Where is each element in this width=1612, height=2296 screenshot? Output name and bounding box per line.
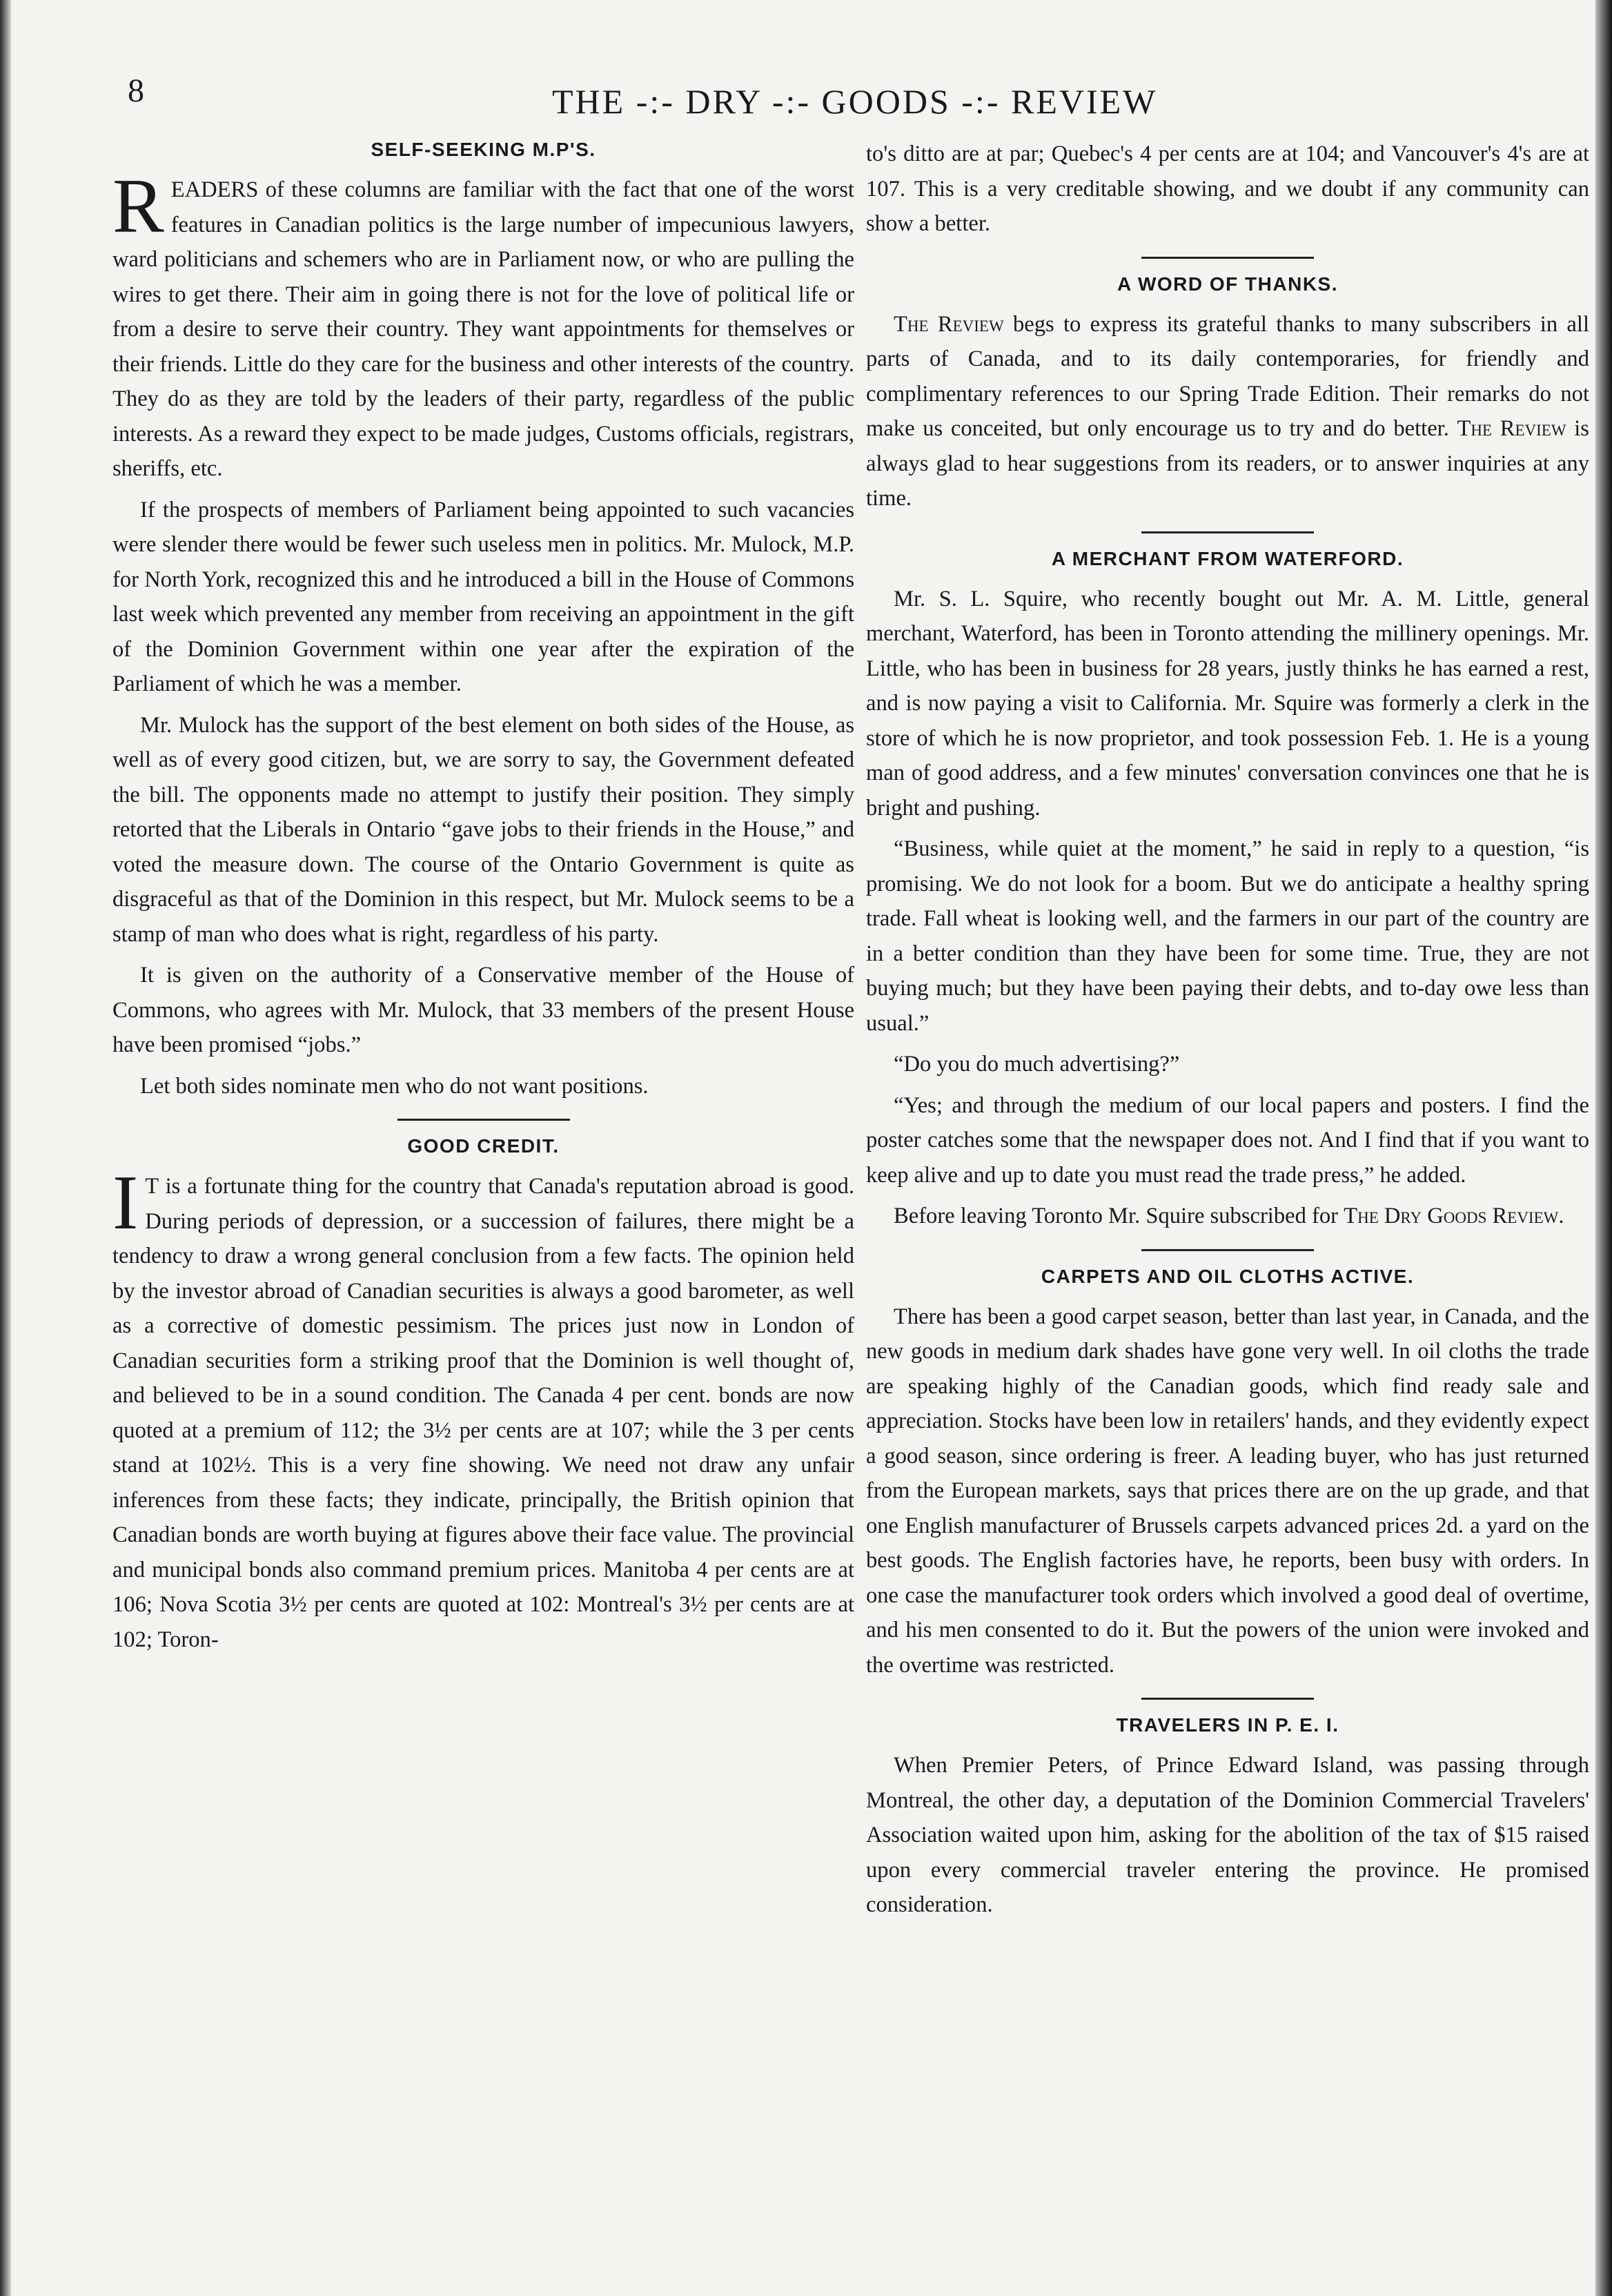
heading-merchant-waterford: A MERCHANT FROM WATERFORD. [1051, 547, 1404, 569]
small-caps-title: The Review [894, 311, 1004, 337]
paragraph-text: EADERS of these columns are familiar with the fact that one of the worst features in Canadian politics is the large number of impecunious lawyers, ward politicians and schemers who are in Parliament now, or who are pulling the wires to get there. Their aim in going there is not for the love of political life or from a desire to serve their country. They want appointments for themselves or their friends. Little do they care for the business and other interests of the country. They do as they are told by the leaders of their party, regardless of the public interests. As a reward they expect to be made judges, Customs officials, registrars, sheriffs, etc. [112, 177, 854, 481]
article-carpets-p1: There has been a good carpet season, better than last year, in Canada, and the new goods in medium dark shades have gone very well. In oil cloths the trade are speaking highly of the Canadian goods, which find ready sale and appreciation. Stocks have been low in retailers' hands, and they evidently expect a good season, since ordering is freer. A leading buyer, who has just returned from the European markets, says that prices there are on the up grade, and that one English manufacturer of Brussels carpets advanced prices 2d. a yard on the best goods. The English factories have, he reports, been busy with orders. In one case the manufacturer took orders which involved a good deal of overtime, and his men consented to do it. But the powers of the union were invoked and the overtime was restricted. [866, 1304, 1589, 1678]
article-self-seeking-p3: Mr. Mulock has the support of the best element on both sides of the House, as well as of every good citizen, but, we are sorry to say, the Government defeated the bill. The opponents made no attempt to justify their position. They simply retorted that the Liberals in Ontario “gave jobs to their friends in the House,” and voted the measure down. The course of the Ontario Government is quite as disgraceful as that of the Dominion in this respect, but Mr. Mulock seems to be a stamp of man who does what is right, regardless of his party. [112, 712, 854, 947]
dropcap: I [112, 1160, 139, 1246]
heading-carpets: CARPETS AND OIL CLOTHS ACTIVE. [1041, 1265, 1415, 1287]
section-divider [1141, 531, 1314, 533]
paragraph-text: is always glad to hear suggestions from its readers, or to answer inquiries at any time. [866, 416, 1589, 511]
small-caps-title: The Dry Goods Review. [1344, 1204, 1564, 1228]
page-number: 8 [128, 72, 144, 109]
article-merchant-p3: “Do you do much advertising?” [894, 1052, 1180, 1077]
article-good-credit-continued: to's ditto are at par; Quebec's 4 per cents are at 104; and Vancouver's 4's are at 107. This is a very creditable showing, and we doubt if any community can show a better. [866, 141, 1589, 236]
article-merchant-p2: “Business, while quiet at the moment,” he said in reply to a question, “is promising. We do not look for a boom. But we do anticipate a healthy spring trade. Fall wheat is looking well, and the farmers in our part of the country are in a better condition than they have been for some time. True, they are not buying much; but they have been paying their debts, and to-day owe less than usual.” [866, 836, 1589, 1036]
scan-edge-left [0, 0, 11, 2296]
article-merchant-p4: “Yes; and through the medium of our local papers and posters. I find the poster catches some that the newspaper does not. And I find that if you want to keep alive and up to date you must read the trade press,” he added. [866, 1092, 1589, 1188]
heading-good-credit: GOOD CREDIT. [407, 1135, 560, 1157]
article-thanks-p1 [866, 307, 1589, 516]
small-caps-title: The Review [1457, 416, 1566, 441]
section-divider [1141, 1249, 1314, 1251]
scan-edge-right [1595, 0, 1612, 2296]
article-self-seeking-p2: If the prospects of members of Parliament being appointed to such vacancies were slender there would be fewer such useless men in politics. Mr. Mulock, M.P. for North York, recognized this and he introduced a bill in the House of Commons last week which prevented any member from receiving an appointment in the gift of the Dominion Government within one year after the expiration of the Parliament of which he was a member. [112, 497, 854, 696]
paragraph-text: Before leaving Toronto Mr. Squire subscribed for [894, 1204, 1339, 1228]
dropcap: R [112, 164, 164, 249]
article-merchant-p1: Mr. S. L. Squire, who recently bought out Mr. A. M. Little, general merchant, Waterford, has been in Toronto attending the millinery openings. Mr. Little, who has been in business for 28 years, justly thinks he has earned a rest, and is now paying a visit to California. Mr. Squire was formerly a clerk in the store of which he is now proprietor, and took possession Feb. 1. He is a young man of good address, and a few minutes' conversation convinces one that he is bright and pushing. [866, 586, 1589, 821]
article-self-seeking-p5: Let both sides nominate men who do not want positions. [140, 1073, 649, 1099]
section-divider [397, 1119, 570, 1121]
article-self-seeking-p4: It is given on the authority of a Conservative member of the House of Commons, who agrees with Mr. Mulock, that 33 members of the present House have been promised “jobs.” [112, 963, 854, 1057]
article-merchant-p5 [866, 1199, 1589, 1234]
article-good-credit-p1 [112, 1160, 854, 1657]
section-divider [1141, 1698, 1314, 1700]
section-divider [1141, 257, 1314, 259]
article-travelers-p1: When Premier Peters, of Prince Edward Island, was passing through Montreal, the other day, a deputation of the Dominion Commercial Travelers' Association waited upon him, asking for the abolition of the tax of $15 raised upon every commercial traveler entering the province. He promised consideration. [866, 1753, 1589, 1917]
running-head: THE -:- DRY -:- GOODS -:- REVIEW [552, 82, 1158, 121]
right-column [866, 137, 1589, 2248]
paragraph-text: begs to express its grateful thanks to many subscribers in all parts of Canada, and to its daily contemporaries, for friendly and complimentary references to our Spring Trade Edition. Their remarks do not make us conceited, but only encourage us to try and do better. [866, 311, 1589, 441]
left-column [112, 137, 854, 2248]
heading-travelers: TRAVELERS IN P. E. I. [1116, 1714, 1339, 1736]
heading-word-of-thanks: A WORD OF THANKS. [1117, 273, 1338, 295]
heading-self-seeking: SELF-SEEKING M.P'S. [371, 139, 596, 160]
article-self-seeking-p1 [112, 164, 854, 487]
paragraph-text: T is a fortunate thing for the country that Canada's reputation abroad is good. During periods of depression, or a succession of failures, there might be a tendency to draw a wrong general conclusion from a few facts. The opinion held by the investor abroad of Canadian securities is always a good barometer, as well as a corrective of domestic pessimism. The prices just now in London of Canadian securities form a striking proof that the Dominion is well thought of, and believed to be in a sound condition. The Canada 4 per cent. bonds are now quoted at a premium of 112; the 3½ per cents are at 107; while the 3 per cents stand at 102½. This is a very fine showing. We need not draw any unfair inferences from these facts; they indicate, principally, the British opinion that Canadian bonds are worth buying at figures above their face value. The provincial and municipal bonds also command premium prices. Manitoba 4 per cents are at 106; Nova Scotia 3½ per cents are quoted at 102: Montreal's 3½ per cents are at 102; Toron- [112, 1174, 854, 1652]
